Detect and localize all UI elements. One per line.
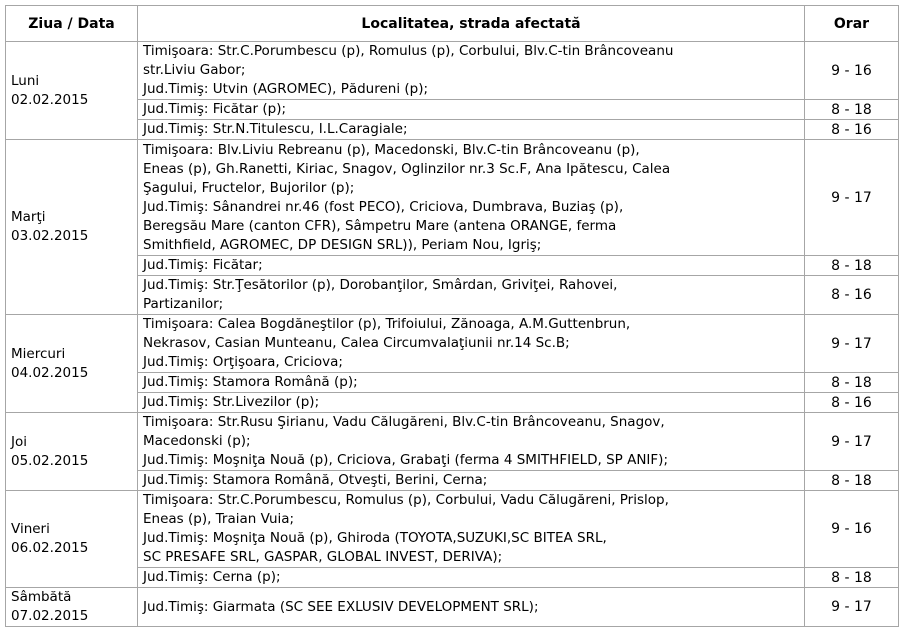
location-cell [138,140,805,256]
location-line: Jud.Timiş: Str.Ţesătorilor (p), Dorobanţilor, Smârdan, Griviţei, Rahovei, [143,277,618,293]
location-cell [138,256,805,276]
location-line: Jud.Timiş: Giarmata (SC SEE EXLUSIV DEVELOPMENT SRL); [143,598,539,615]
location-line: Şagului, Fructelor, Bujorilor (p); [143,179,355,196]
day-cell [6,42,138,140]
location-cell [138,491,805,568]
location-line: Timişoara: Str.Rusu Şirianu, Vadu Călugăreni, Blv.C-tin Brâncoveanu, Snagov, [143,414,665,430]
location-line: Timişoara: Str.C.Porumbescu (p), Romulus (p), Corbului, Blv.C-tin Brâncoveanu [143,43,674,59]
day-name: Luni [11,72,40,89]
hours-cell: 9 - 17 [805,315,899,373]
location-cell [138,393,805,413]
outage-schedule-table [5,5,899,627]
location-line: Eneas (p), Traian Vuia; [143,511,295,527]
location-line: Macedonski (p); [143,433,251,449]
day-name: Marţi [11,209,46,225]
schedule-row [6,100,899,120]
day-cell [6,140,138,315]
location-cell [138,276,805,315]
location-line: Jud.Timiş: Sânandrei nr.46 (fost PECO), Criciova, Dumbrava, Buziaş (p), [143,198,624,215]
hours-cell: 9 - 17 [805,413,899,471]
location-line: Jud.Timiş: Stamora Română (p); [143,374,358,390]
location-cell [138,373,805,393]
location-cell [138,588,805,627]
location-line: SC PRESAFE SRL, GASPAR, GLOBAL INVEST, DERIVA); [143,549,503,565]
hours-cell: 8 - 18 [805,373,899,393]
hours-cell: 8 - 16 [805,393,899,413]
schedule-row [6,120,899,140]
location-line: Partizanilor; [143,296,224,312]
hours-cell: 9 - 16 [805,491,899,568]
day-date: 05.02.2015 [11,452,89,469]
location-line: Smithfield, AGROMEC, DP DESIGN SRL)), Periam Nou, Igriş; [143,236,542,253]
location-line: Jud.Timiş: Utvin (AGROMEC), Pădureni (p); [143,81,429,97]
schedule-row [6,373,899,393]
location-line: Beregsău Mare (canton CFR), Sâmpetru Mare (antena ORANGE, ferma [143,217,617,234]
location-line: Jud.Timiş: Str.N.Titulescu, I.L.Caragiale; [143,121,408,137]
day-date: 02.02.2015 [11,91,89,108]
location-line: Jud.Timiş: Str.Livezilor (p); [143,394,320,410]
day-cell [6,413,138,491]
location-cell [138,568,805,588]
day-cell [6,315,138,413]
hours-cell: 9 - 17 [805,588,899,627]
hours-cell: 8 - 16 [805,276,899,315]
location-cell [138,471,805,491]
schedule-row [6,413,899,471]
location-line: str.Liviu Gabor; [143,62,246,78]
location-line: Jud.Timiş: Moşniţa Nouă (p), Criciova, Grabaţi (ferma 4 SMITHFIELD, SP ANIF); [143,452,668,468]
location-line: Jud.Timiş: Moşniţa Nouă (p), Ghiroda (TOYOTA,SUZUKI,SC BITEA SRL, [143,530,607,546]
day-name: Sâmbătă [11,589,72,605]
day-date: 07.02.2015 [11,608,89,624]
header-row [6,6,899,42]
location-line: Timişoara: Blv.Liviu Rebreanu (p), Macedonski, Blv.C-tin Brâncoveanu (p), [143,141,640,158]
location-line: Nekrasov, Casian Munteanu, Calea Circumvalaţiunii nr.14 Sc.B; [143,335,570,351]
location-cell [138,315,805,373]
location-cell [138,413,805,471]
header-day: Ziua / Data [6,6,138,42]
day-cell [6,491,138,588]
schedule-row [6,42,899,100]
hours-cell: 8 - 18 [805,568,899,588]
schedule-row [6,256,899,276]
hours-cell: 8 - 16 [805,120,899,140]
schedule-row [6,588,899,627]
schedule-row [6,393,899,413]
hours-cell: 8 - 18 [805,471,899,491]
location-line: Jud.Timiş: Cerna (p); [143,569,281,585]
location-line: Timişoara: Str.C.Porumbescu, Romulus (p), Corbului, Vadu Călugăreni, Prislop, [143,492,669,508]
hours-cell: 8 - 18 [805,100,899,120]
location-line: Jud.Timiş: Stamora Română, Otveşti, Berini, Cerna; [143,472,488,488]
schedule-row [6,568,899,588]
day-name: Miercuri [11,345,66,362]
location-line: Eneas (p), Gh.Ranetti, Kiriac, Snagov, Oglinzilor nr.3 Sc.F, Ana Ipătescu, Calea [143,160,671,177]
hours-cell: 9 - 17 [805,140,899,256]
hours-cell: 8 - 18 [805,256,899,276]
location-line: Jud.Timiş: Orţişoara, Criciova; [143,354,343,370]
day-date: 06.02.2015 [11,540,89,556]
schedule-row [6,491,899,568]
header-hours: Orar [805,6,899,42]
schedule-row [6,276,899,315]
location-cell [138,42,805,100]
schedule-row [6,140,899,256]
schedule-row [6,471,899,491]
location-cell [138,120,805,140]
location-cell [138,100,805,120]
day-date: 04.02.2015 [11,364,89,381]
day-date: 03.02.2015 [11,228,89,244]
location-line: Jud.Timiş: Ficătar (p); [143,101,287,117]
schedule-body [6,42,899,627]
location-line: Timişoara: Calea Bogdăneştilor (p), Trifoiului, Zănoaga, A.M.Guttenbrun, [143,316,631,332]
day-name: Vineri [11,521,50,537]
location-line: Jud.Timiş: Ficătar; [143,257,263,273]
header-location: Localitatea, strada afectată [138,6,805,42]
schedule-row [6,315,899,373]
day-name: Joi [11,433,27,450]
day-cell [6,588,138,627]
hours-cell: 9 - 16 [805,42,899,100]
